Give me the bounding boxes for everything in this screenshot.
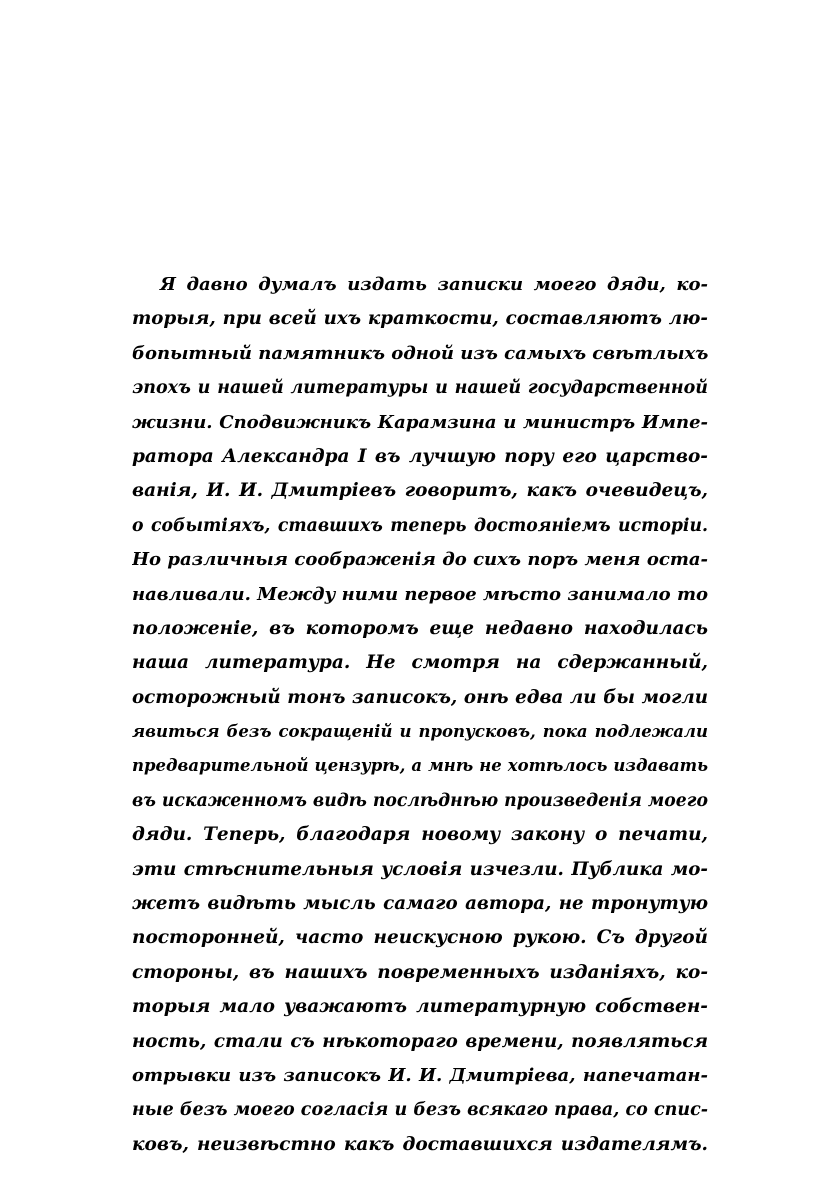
text-line: навливали. Между ними первое мѣсто занимало то (132, 583, 708, 605)
text-line: наша литература. Не смотря на сдержанный, (132, 652, 708, 674)
text-line: жизни. Сподвижникъ Карамзина и министръ Импе- (132, 411, 708, 433)
text-line: о событіяхъ, ставшихъ теперь достояніемъ исторіи. (132, 515, 708, 536)
text-line: Я давно думалъ издать записки моего дяди, ко- (160, 274, 708, 295)
text-line: ковъ, неизвѣстно какъ доставшихся издателямъ. (132, 1133, 708, 1155)
body-text (132, 268, 708, 1162)
text-line: отрывки изъ записокъ И. И. Дмитріева, напечатан- (132, 1064, 708, 1086)
text-line: ные безъ моего согласія и безъ всякаго права, со спис- (132, 1100, 708, 1121)
text-line: посторонней, часто неискусною рукою. Съ другой (132, 927, 708, 949)
text-line: въ искаженномъ видѣ послѣднѣю произведенія моего (132, 790, 708, 811)
text-line: явиться безъ сокращеній и пропусковъ, пока подлежали (132, 722, 708, 742)
text-line: предварительной цензурѣ, а мнѣ не хотѣлось издавать (132, 756, 708, 776)
text-line: стороны, въ нашихъ повременныхъ изданіяхъ, ко- (132, 961, 708, 983)
text-line: эти стѣснительныя условія изчезли. Публика мо- (132, 858, 708, 880)
text-line: Но различныя соображенія до сихъ поръ меня оста- (132, 549, 708, 571)
text-line: жетъ видѣть мысль самаго автора, не тронутую (132, 893, 708, 915)
text-line: ванія, И. И. Дмитріевъ говоритъ, какъ очевидецъ, (132, 480, 708, 502)
text-line: торыя мало уважаютъ литературную собствен- (132, 996, 708, 1018)
text-line: эпохъ и нашей литературы и нашей государственной (132, 378, 708, 399)
text-line: осторожный тонъ записокъ, онѣ едва ли бы могли (132, 686, 708, 708)
text-line: ность, стали съ нѣкотораго времени, появляться (132, 1030, 708, 1052)
text-line: положеніе, въ которомъ еще недавно находилась (132, 617, 708, 639)
text-line: бопытный памятникъ одной изъ самыхъ свѣтлыхъ (132, 342, 708, 364)
text-line: ратора Александра I въ лучшую пору его царство- (132, 445, 708, 467)
text-line: торыя, при всей ихъ краткости, составляютъ лю- (132, 308, 708, 330)
text-line: дяди. Теперь, благодаря новому закону о печати, (132, 824, 708, 846)
